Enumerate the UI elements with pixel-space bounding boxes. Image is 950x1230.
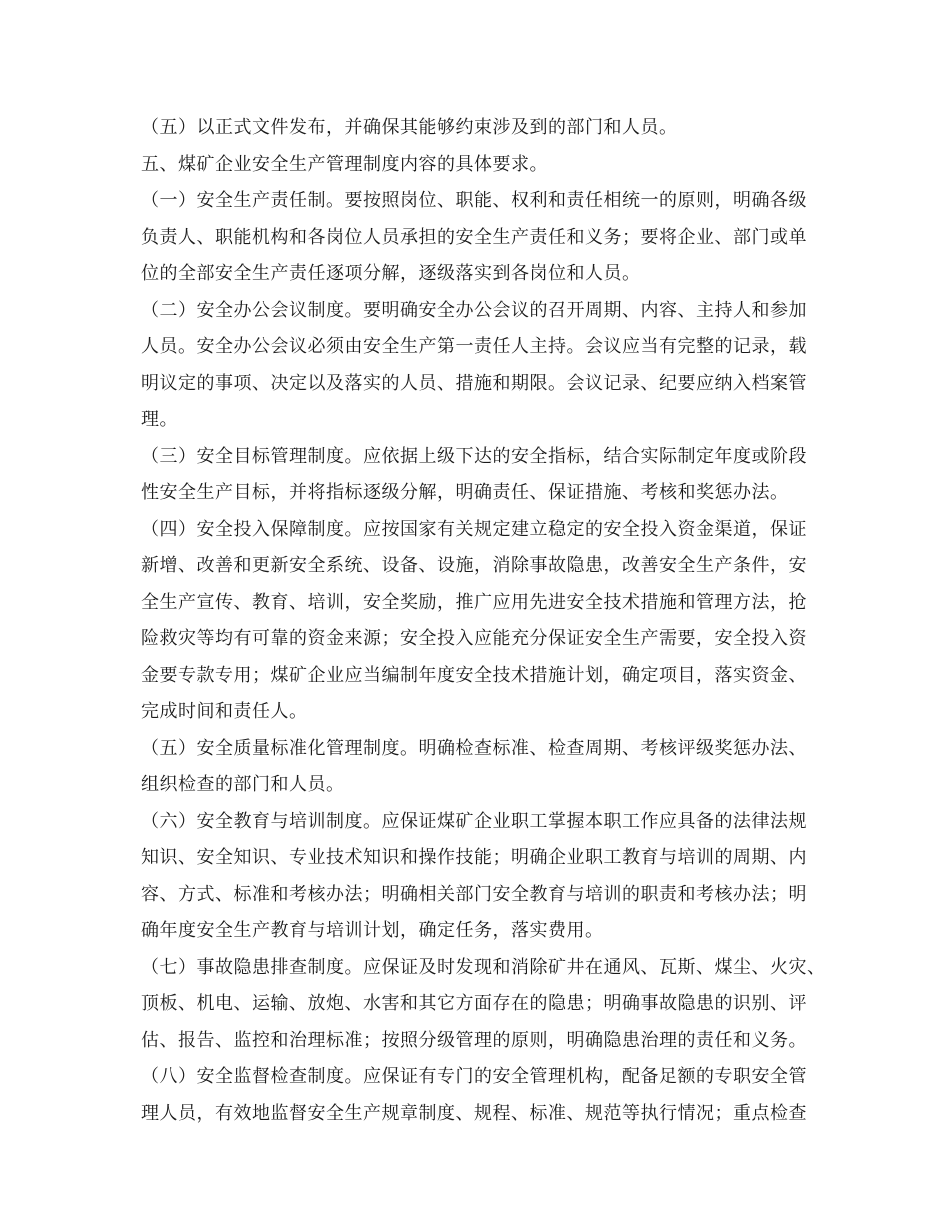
text-line: 明议定的事项、决定以及落实的人员、措施和期限。会议记录、纪要应纳入档案管 [141,372,807,394]
text-line: 全生产宣传、教育、培训，安全奖励，推广应用先进安全技术措施和管理方法，抢 [141,591,807,613]
text-line: （六）安全教育与培训制度。应保证煤矿企业职工掌握本职工作应具备的法律法规 [141,810,807,832]
text-line: 位的全部安全生产责任逐项分解，逐级落实到各岗位和人员。 [141,263,641,284]
section-heading: 五、煤矿企业安全生产管理制度内容的具体要求。 [141,153,548,175]
text-line: 容、方式、标准和考核办法；明确相关部门安全教育与培训的职责和考核办法；明 [141,883,807,905]
text-line: 险救灾等均有可靠的资金来源；安全投入应能充分保证安全生产需要，安全投入资 [141,628,807,649]
text-line: 估、报告、监控和治理标准；按照分级管理的原则，明确隐患治理的责任和义务。 [141,1029,807,1051]
text-line: （四）安全投入保障制度。应按国家有关规定建立稳定的安全投入资金渠道，保证 [141,518,807,540]
text-line: 确年度安全生产教育与培训计划，确定任务，落实费用。 [141,920,604,941]
text-line: （五）以正式文件发布，并确保其能够约束涉及到的部门和人员。 [141,117,678,138]
text-line: 知识、安全知识、专业技术知识和操作技能；明确企业职工教育与培训的周期、内 [141,847,807,868]
text-line: 性安全生产目标，并将指标逐级分解，明确责任、保证措施、考核和奖惩办法。 [141,482,789,503]
text-line: （二）安全办公会议制度。要明确安全办公会议的召开周期、内容、主持人和参加 [141,299,807,321]
text-line: 组织检查的部门和人员。 [141,774,345,795]
text-line: （五）安全质量标准化管理制度。明确检查标准、检查周期、考核评级奖惩办法、 [141,737,807,759]
text-line: 负责人、职能机构和各岗位人员承担的安全生产责任和义务；要将企业、部门或单 [141,226,807,248]
text-line: 金要专款专用；煤矿企业应当编制年度安全技术措施计划，确定项目，落实资金、 [141,664,807,686]
text-line: 新增、改善和更新安全系统、设备、设施，消除事故隐患，改善安全生产条件，安 [141,555,807,576]
text-line: （三）安全目标管理制度。应依据上级下达的安全指标，结合实际制定年度或阶段 [141,445,807,467]
text-line: 理。 [141,409,178,430]
text-line: （一）安全生产责任制。要按照岗位、职能、权利和责任相统一的原则，明确各级 [141,190,807,211]
text-line: （八）安全监督检查制度。应保证有专门的安全管理机构，配备足额的专职安全管 [141,1066,807,1087]
text-line: （七）事故隐患排查制度。应保证及时发现和消除矿井在通风、瓦斯、煤尘、火灾、 [141,956,826,978]
document-body [141,110,826,1132]
text-line: 理人员，有效地监督安全生产规章制度、规程、标准、规范等执行情况；重点检查 [141,1102,807,1124]
text-line: 完成时间和责任人。 [141,701,308,722]
text-line: 人员。安全办公会议必须由安全生产第一责任人主持。会议应当有完整的记录，载 [141,336,807,357]
text-line: 顶板、机电、运输、放炮、水害和其它方面存在的隐患；明确事故隐患的识别、评 [141,993,807,1014]
